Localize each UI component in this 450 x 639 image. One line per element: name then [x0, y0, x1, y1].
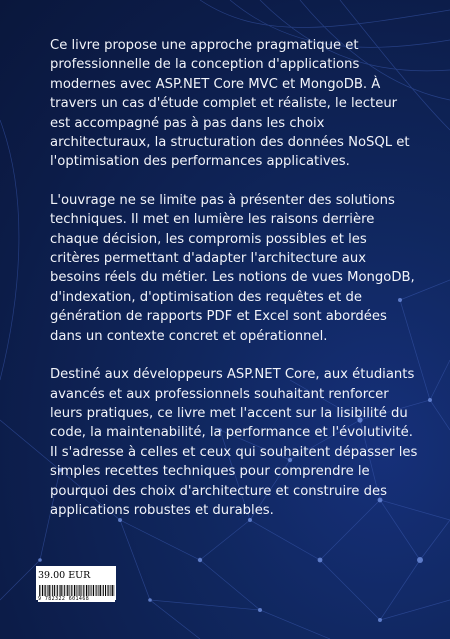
isbn-digits: 9 782322 601468 [38, 596, 115, 602]
paragraph-2: L'ouvrage ne se limite pas à présenter des solutions techniques. Il met en lumière les raisons derrière chaque décision, les compromis possibles et les critères permettant d'adapter l'architecture aux besoins réels du métier. Les notions de vues MongoDB, d'indexation, d'optimisation des requêtes et de génération de rapports PDF et Excel sont abordées dans un contexte concret et opérationnel. [50, 192, 415, 344]
barcode-icon [38, 585, 115, 596]
paragraph-1: Ce livre propose une approche pragmatique et professionnelle de la conception d'applications modernes avec ASP.NET Core MVC et MongoDB. À travers un cas d'étude complet et réaliste, le lecteur est accompagné pas à pas dans les choix architecturaux, la structuration des données NoSQL et l'optimisation des performances applicatives. [50, 38, 410, 170]
price-label: 39.00 EUR [38, 570, 91, 581]
back-cover-text [50, 36, 420, 539]
paragraph-3: Destiné aux développeurs ASP.NET Core, aux étudiants avancés et aux professionnels souhaitant renforcer leurs pratiques, ce livre met l'accent sur la lisibilité du code, la maintenabilité, la performance et l'évolutivité. Il s'adresse à celles et ceux qui souhaitent dépasser les simples recettes techniques pour comprendre le pourquoi des choix d'architecture et construire des applications robustes et durables. [50, 367, 418, 518]
